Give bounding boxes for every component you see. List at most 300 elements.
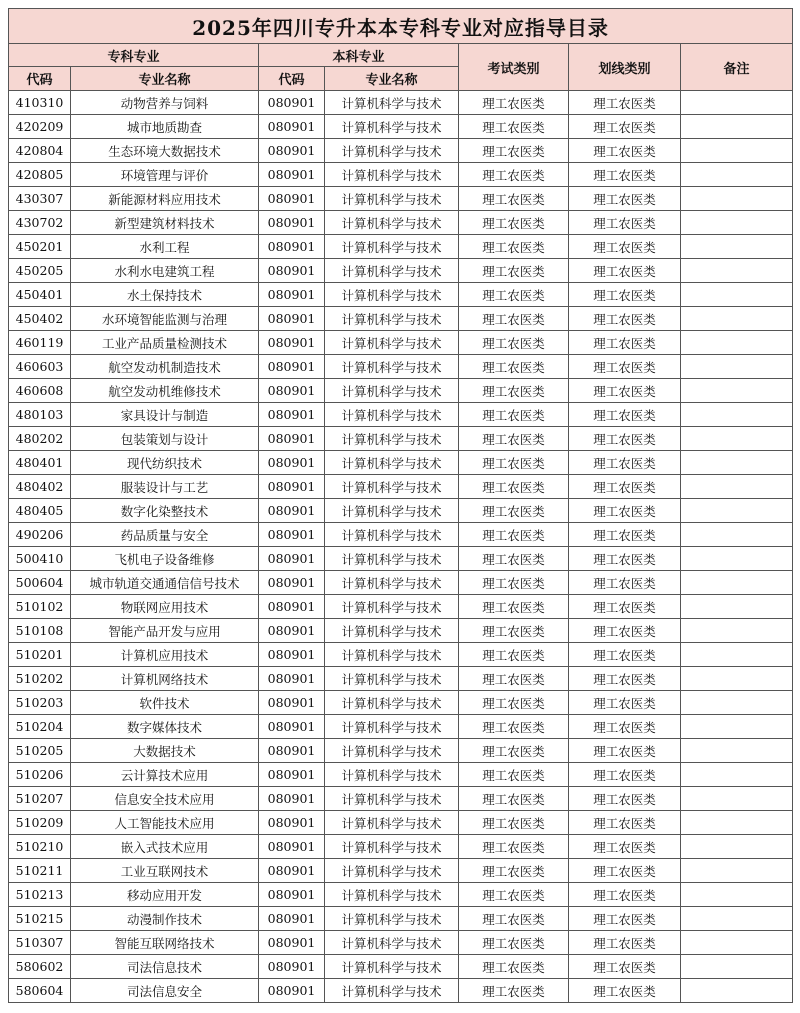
- benke-code-cell: 080901: [259, 139, 325, 163]
- line-category-cell: 理工农医类: [569, 859, 681, 883]
- zhuanke-name-cell: 现代纺织技术: [71, 451, 259, 475]
- line-category-cell: 理工农医类: [569, 187, 681, 211]
- remarks-cell: [681, 571, 793, 595]
- line-category-cell: 理工农医类: [569, 931, 681, 955]
- zhuanke-code-cell: 510102: [9, 595, 71, 619]
- zhuanke-code-cell: 580604: [9, 979, 71, 1003]
- remarks-cell: [681, 307, 793, 331]
- zhuanke-code-cell: 450402: [9, 307, 71, 331]
- exam-category-cell: 理工农医类: [459, 163, 569, 187]
- benke-name-cell: 计算机科学与技术: [325, 691, 459, 715]
- zhuanke-name-header: 专业名称: [71, 67, 259, 91]
- table-row: [9, 811, 793, 835]
- zhuanke-code-cell: 510207: [9, 787, 71, 811]
- exam-category-cell: 理工农医类: [459, 643, 569, 667]
- remarks-cell: [681, 475, 793, 499]
- zhuanke-name-cell: 航空发动机维修技术: [71, 379, 259, 403]
- table-row: [9, 835, 793, 859]
- zhuanke-code-cell: 510201: [9, 643, 71, 667]
- exam-category-cell: 理工农医类: [459, 499, 569, 523]
- exam-category-cell: 理工农医类: [459, 955, 569, 979]
- exam-category-cell: 理工农医类: [459, 451, 569, 475]
- exam-category-cell: 理工农医类: [459, 859, 569, 883]
- zhuanke-code-cell: 510205: [9, 739, 71, 763]
- benke-name-cell: 计算机科学与技术: [325, 331, 459, 355]
- benke-name-cell: 计算机科学与技术: [325, 835, 459, 859]
- exam-category-cell: 理工农医类: [459, 715, 569, 739]
- line-category-cell: 理工农医类: [569, 355, 681, 379]
- zhuanke-code-cell: 480405: [9, 499, 71, 523]
- zhuanke-name-cell: 工业产品质量检测技术: [71, 331, 259, 355]
- remarks-cell: [681, 403, 793, 427]
- line-category-cell: 理工农医类: [569, 91, 681, 115]
- benke-name-cell: 计算机科学与技术: [325, 379, 459, 403]
- benke-name-cell: 计算机科学与技术: [325, 859, 459, 883]
- zhuanke-name-cell: 物联网应用技术: [71, 595, 259, 619]
- remarks-cell: [681, 979, 793, 1003]
- exam-category-cell: 理工农医类: [459, 979, 569, 1003]
- benke-name-cell: 计算机科学与技术: [325, 355, 459, 379]
- remarks-cell: [681, 259, 793, 283]
- zhuanke-code-cell: 460119: [9, 331, 71, 355]
- benke-code-cell: 080901: [259, 547, 325, 571]
- benke-name-cell: 计算机科学与技术: [325, 115, 459, 139]
- remarks-cell: [681, 379, 793, 403]
- line-category-cell: 理工农医类: [569, 475, 681, 499]
- line-category-cell: 理工农医类: [569, 643, 681, 667]
- exam-category-cell: 理工农医类: [459, 931, 569, 955]
- benke-name-cell: 计算机科学与技术: [325, 955, 459, 979]
- exam-category-cell: 理工农医类: [459, 547, 569, 571]
- zhuanke-name-cell: 水环境智能监测与治理: [71, 307, 259, 331]
- table-row: [9, 643, 793, 667]
- benke-code-cell: 080901: [259, 523, 325, 547]
- benke-name-cell: 计算机科学与技术: [325, 667, 459, 691]
- zhuanke-name-cell: 生态环境大数据技术: [71, 139, 259, 163]
- exam-category-cell: 理工农医类: [459, 259, 569, 283]
- benke-code-cell: 080901: [259, 331, 325, 355]
- benke-name-cell: 计算机科学与技术: [325, 643, 459, 667]
- exam-category-cell: 理工农医类: [459, 427, 569, 451]
- zhuanke-code-cell: 420805: [9, 163, 71, 187]
- zhuanke-name-cell: 水利水电建筑工程: [71, 259, 259, 283]
- table-row: [9, 331, 793, 355]
- exam-category-cell: 理工农医类: [459, 787, 569, 811]
- zhuanke-code-cell: 490206: [9, 523, 71, 547]
- zhuanke-code-cell: 430702: [9, 211, 71, 235]
- zhuanke-name-cell: 工业互联网技术: [71, 859, 259, 883]
- exam-category-cell: 理工农医类: [459, 667, 569, 691]
- benke-name-cell: 计算机科学与技术: [325, 931, 459, 955]
- exam-category-cell: 理工农医类: [459, 307, 569, 331]
- zhuanke-name-cell: 数字媒体技术: [71, 715, 259, 739]
- line-category-cell: 理工农医类: [569, 835, 681, 859]
- line-category-cell: 理工农医类: [569, 403, 681, 427]
- remarks-cell: [681, 595, 793, 619]
- exam-category-cell: 理工农医类: [459, 355, 569, 379]
- zhuanke-code-cell: 430307: [9, 187, 71, 211]
- table-row: [9, 235, 793, 259]
- zhuanke-name-cell: 水利工程: [71, 235, 259, 259]
- table-row: [9, 571, 793, 595]
- zhuanke-name-cell: 数字化染整技术: [71, 499, 259, 523]
- benke-code-cell: 080901: [259, 571, 325, 595]
- remarks-cell: [681, 211, 793, 235]
- benke-code-cell: 080901: [259, 883, 325, 907]
- table-row: [9, 187, 793, 211]
- zhuanke-name-cell: 家具设计与制造: [71, 403, 259, 427]
- benke-code-cell: 080901: [259, 691, 325, 715]
- line-category-cell: 理工农医类: [569, 955, 681, 979]
- table-row: [9, 163, 793, 187]
- zhuanke-name-cell: 移动应用开发: [71, 883, 259, 907]
- exam-category-cell: 理工农医类: [459, 211, 569, 235]
- zhuanke-code-cell: 510210: [9, 835, 71, 859]
- exam-category-cell: 理工农医类: [459, 571, 569, 595]
- line-category-cell: 理工农医类: [569, 235, 681, 259]
- remarks-cell: [681, 139, 793, 163]
- line-category-cell: 理工农医类: [569, 331, 681, 355]
- table-row: [9, 667, 793, 691]
- table-row: [9, 499, 793, 523]
- remarks-cell: [681, 523, 793, 547]
- remarks-cell: [681, 859, 793, 883]
- table-row: [9, 907, 793, 931]
- zhuanke-code-cell: 510203: [9, 691, 71, 715]
- line-category-cell: 理工农医类: [569, 979, 681, 1003]
- zhuanke-name-cell: 司法信息安全: [71, 979, 259, 1003]
- benke-name-header: 专业名称: [325, 67, 459, 91]
- zhuanke-code-cell: 480103: [9, 403, 71, 427]
- zhuanke-code-cell: 510211: [9, 859, 71, 883]
- table-row: [9, 979, 793, 1003]
- exam-category-cell: 理工农医类: [459, 883, 569, 907]
- zhuanke-code-cell: 480401: [9, 451, 71, 475]
- exam-category-cell: 理工农医类: [459, 835, 569, 859]
- table-row: [9, 931, 793, 955]
- zhuanke-code-cell: 510108: [9, 619, 71, 643]
- line-category-cell: 理工农医类: [569, 139, 681, 163]
- line-category-cell: 理工农医类: [569, 211, 681, 235]
- line-category-cell: 理工农医类: [569, 595, 681, 619]
- benke-name-cell: 计算机科学与技术: [325, 619, 459, 643]
- line-category-cell: 理工农医类: [569, 811, 681, 835]
- line-category-cell: 理工农医类: [569, 715, 681, 739]
- zhuanke-name-cell: 大数据技术: [71, 739, 259, 763]
- zhuanke-code-cell: 510204: [9, 715, 71, 739]
- remarks-cell: [681, 739, 793, 763]
- zhuanke-code-cell: 480402: [9, 475, 71, 499]
- zhuanke-code-cell: 500410: [9, 547, 71, 571]
- remarks-cell: [681, 499, 793, 523]
- benke-name-cell: 计算机科学与技术: [325, 475, 459, 499]
- zhuanke-name-cell: 嵌入式技术应用: [71, 835, 259, 859]
- benke-name-cell: 计算机科学与技术: [325, 499, 459, 523]
- benke-code-cell: 080901: [259, 643, 325, 667]
- benke-code-cell: 080901: [259, 307, 325, 331]
- benke-name-cell: 计算机科学与技术: [325, 715, 459, 739]
- zhuanke-code-cell: 450205: [9, 259, 71, 283]
- zhuanke-name-cell: 城市轨道交通通信信号技术: [71, 571, 259, 595]
- line-category-cell: 理工农医类: [569, 667, 681, 691]
- benke-code-cell: 080901: [259, 739, 325, 763]
- exam-category-cell: 理工农医类: [459, 523, 569, 547]
- benke-code-cell: 080901: [259, 259, 325, 283]
- remarks-cell: [681, 955, 793, 979]
- benke-group-header: 本科专业: [259, 44, 459, 67]
- line-category-cell: 理工农医类: [569, 379, 681, 403]
- benke-code-cell: 080901: [259, 787, 325, 811]
- table-row: [9, 955, 793, 979]
- zhuanke-code-cell: 510307: [9, 931, 71, 955]
- benke-name-cell: 计算机科学与技术: [325, 907, 459, 931]
- zhuanke-name-cell: 包装策划与设计: [71, 427, 259, 451]
- table-row: [9, 619, 793, 643]
- zhuanke-name-cell: 司法信息技术: [71, 955, 259, 979]
- remarks-cell: [681, 451, 793, 475]
- table-row: [9, 859, 793, 883]
- benke-code-cell: 080901: [259, 595, 325, 619]
- benke-code-cell: 080901: [259, 907, 325, 931]
- zhuanke-code-cell: 420804: [9, 139, 71, 163]
- line-category-cell: 理工农医类: [569, 691, 681, 715]
- exam-category-cell: 理工农医类: [459, 739, 569, 763]
- zhuanke-code-cell: 480202: [9, 427, 71, 451]
- benke-name-cell: 计算机科学与技术: [325, 403, 459, 427]
- zhuanke-code-cell: 450401: [9, 283, 71, 307]
- remarks-cell: [681, 619, 793, 643]
- zhuanke-code-cell: 580602: [9, 955, 71, 979]
- remarks-cell: [681, 907, 793, 931]
- benke-name-cell: 计算机科学与技术: [325, 811, 459, 835]
- table-row: [9, 283, 793, 307]
- remarks-header: 备注: [681, 44, 793, 91]
- zhuanke-code-cell: 460608: [9, 379, 71, 403]
- zhuanke-code-cell: 460603: [9, 355, 71, 379]
- exam-category-cell: 理工农医类: [459, 403, 569, 427]
- line-category-cell: 理工农医类: [569, 427, 681, 451]
- table-row: [9, 91, 793, 115]
- table-row: [9, 691, 793, 715]
- zhuanke-name-cell: 动漫制作技术: [71, 907, 259, 931]
- remarks-cell: [681, 787, 793, 811]
- benke-name-cell: 计算机科学与技术: [325, 91, 459, 115]
- benke-name-cell: 计算机科学与技术: [325, 235, 459, 259]
- table-row: [9, 115, 793, 139]
- zhuanke-code-cell: 510215: [9, 907, 71, 931]
- remarks-cell: [681, 235, 793, 259]
- benke-code-cell: 080901: [259, 403, 325, 427]
- benke-name-cell: 计算机科学与技术: [325, 523, 459, 547]
- table-row: [9, 739, 793, 763]
- table-row: [9, 763, 793, 787]
- exam-category-cell: 理工农医类: [459, 475, 569, 499]
- exam-category-cell: 理工农医类: [459, 595, 569, 619]
- zhuanke-name-cell: 新型建筑材料技术: [71, 211, 259, 235]
- benke-name-cell: 计算机科学与技术: [325, 427, 459, 451]
- line-category-cell: 理工农医类: [569, 163, 681, 187]
- table-row: [9, 787, 793, 811]
- exam-category-cell: 理工农医类: [459, 139, 569, 163]
- exam-category-cell: 理工农医类: [459, 811, 569, 835]
- table-row: [9, 547, 793, 571]
- zhuanke-code-cell: 510209: [9, 811, 71, 835]
- table-row: [9, 259, 793, 283]
- benke-code-cell: 080901: [259, 835, 325, 859]
- zhuanke-name-cell: 服装设计与工艺: [71, 475, 259, 499]
- line-category-cell: 理工农医类: [569, 571, 681, 595]
- table-body: [9, 91, 793, 1003]
- benke-code-cell: 080901: [259, 715, 325, 739]
- line-category-cell: 理工农医类: [569, 787, 681, 811]
- remarks-cell: [681, 115, 793, 139]
- benke-code-cell: 080901: [259, 115, 325, 139]
- benke-code-cell: 080901: [259, 811, 325, 835]
- remarks-cell: [681, 811, 793, 835]
- line-category-cell: 理工农医类: [569, 307, 681, 331]
- remarks-cell: [681, 283, 793, 307]
- benke-code-cell: 080901: [259, 91, 325, 115]
- table-row: [9, 211, 793, 235]
- remarks-cell: [681, 163, 793, 187]
- exam-category-cell: 理工农医类: [459, 691, 569, 715]
- exam-category-cell: 理工农医类: [459, 235, 569, 259]
- exam-category-cell: 理工农医类: [459, 187, 569, 211]
- benke-name-cell: 计算机科学与技术: [325, 763, 459, 787]
- remarks-cell: [681, 643, 793, 667]
- line-category-cell: 理工农医类: [569, 499, 681, 523]
- benke-code-cell: 080901: [259, 283, 325, 307]
- benke-code-cell: 080901: [259, 763, 325, 787]
- zhuanke-group-header: 专科专业: [9, 44, 259, 67]
- zhuanke-name-cell: 飞机电子设备维修: [71, 547, 259, 571]
- benke-code-cell: 080901: [259, 955, 325, 979]
- zhuanke-code-cell: 510213: [9, 883, 71, 907]
- benke-code-cell: 080901: [259, 379, 325, 403]
- table-title: 2025年四川专升本本专科专业对应指导目录: [9, 9, 793, 44]
- zhuanke-code-header: 代码: [9, 67, 71, 91]
- zhuanke-name-cell: 动物营养与饲料: [71, 91, 259, 115]
- line-category-cell: 理工农医类: [569, 907, 681, 931]
- benke-code-cell: 080901: [259, 451, 325, 475]
- remarks-cell: [681, 427, 793, 451]
- line-category-cell: 理工农医类: [569, 115, 681, 139]
- remarks-cell: [681, 715, 793, 739]
- exam-category-cell: 理工农医类: [459, 907, 569, 931]
- table-row: [9, 139, 793, 163]
- benke-name-cell: 计算机科学与技术: [325, 163, 459, 187]
- benke-code-cell: 080901: [259, 163, 325, 187]
- zhuanke-name-cell: 城市地质勘查: [71, 115, 259, 139]
- exam-category-cell: 理工农医类: [459, 379, 569, 403]
- benke-name-cell: 计算机科学与技术: [325, 787, 459, 811]
- benke-code-cell: 080901: [259, 355, 325, 379]
- zhuanke-name-cell: 智能互联网络技术: [71, 931, 259, 955]
- remarks-cell: [681, 691, 793, 715]
- benke-name-cell: 计算机科学与技术: [325, 595, 459, 619]
- zhuanke-name-cell: 云计算技术应用: [71, 763, 259, 787]
- exam-category-cell: 理工农医类: [459, 115, 569, 139]
- line-category-cell: 理工农医类: [569, 283, 681, 307]
- major-mapping-table: [8, 8, 793, 1003]
- benke-name-cell: 计算机科学与技术: [325, 739, 459, 763]
- benke-code-cell: 080901: [259, 619, 325, 643]
- table-row: [9, 307, 793, 331]
- line-category-cell: 理工农医类: [569, 763, 681, 787]
- benke-code-cell: 080901: [259, 931, 325, 955]
- benke-name-cell: 计算机科学与技术: [325, 283, 459, 307]
- zhuanke-name-cell: 人工智能技术应用: [71, 811, 259, 835]
- remarks-cell: [681, 763, 793, 787]
- table-row: [9, 523, 793, 547]
- remarks-cell: [681, 883, 793, 907]
- table-row: [9, 451, 793, 475]
- benke-code-cell: 080901: [259, 499, 325, 523]
- line-category-header: 划线类别: [569, 44, 681, 91]
- remarks-cell: [681, 547, 793, 571]
- zhuanke-name-cell: 环境管理与评价: [71, 163, 259, 187]
- zhuanke-name-cell: 药品质量与安全: [71, 523, 259, 547]
- benke-code-cell: 080901: [259, 427, 325, 451]
- benke-name-cell: 计算机科学与技术: [325, 187, 459, 211]
- remarks-cell: [681, 931, 793, 955]
- zhuanke-code-cell: 450201: [9, 235, 71, 259]
- remarks-cell: [681, 667, 793, 691]
- benke-name-cell: 计算机科学与技术: [325, 307, 459, 331]
- remarks-cell: [681, 187, 793, 211]
- benke-name-cell: 计算机科学与技术: [325, 979, 459, 1003]
- remarks-cell: [681, 91, 793, 115]
- benke-code-cell: 080901: [259, 235, 325, 259]
- zhuanke-name-cell: 软件技术: [71, 691, 259, 715]
- remarks-cell: [681, 835, 793, 859]
- zhuanke-name-cell: 新能源材料应用技术: [71, 187, 259, 211]
- benke-name-cell: 计算机科学与技术: [325, 451, 459, 475]
- line-category-cell: 理工农医类: [569, 259, 681, 283]
- benke-code-cell: 080901: [259, 979, 325, 1003]
- exam-category-cell: 理工农医类: [459, 331, 569, 355]
- benke-name-cell: 计算机科学与技术: [325, 211, 459, 235]
- benke-code-cell: 080901: [259, 859, 325, 883]
- table-row: [9, 379, 793, 403]
- line-category-cell: 理工农医类: [569, 451, 681, 475]
- exam-category-cell: 理工农医类: [459, 283, 569, 307]
- zhuanke-name-cell: 计算机网络技术: [71, 667, 259, 691]
- zhuanke-code-cell: 510202: [9, 667, 71, 691]
- benke-code-cell: 080901: [259, 187, 325, 211]
- benke-name-cell: 计算机科学与技术: [325, 883, 459, 907]
- table-row: [9, 355, 793, 379]
- zhuanke-name-cell: 水土保持技术: [71, 283, 259, 307]
- table-row: [9, 595, 793, 619]
- exam-category-cell: 理工农医类: [459, 763, 569, 787]
- line-category-cell: 理工农医类: [569, 619, 681, 643]
- table-row: [9, 715, 793, 739]
- benke-name-cell: 计算机科学与技术: [325, 571, 459, 595]
- zhuanke-name-cell: 智能产品开发与应用: [71, 619, 259, 643]
- benke-code-cell: 080901: [259, 211, 325, 235]
- table-row: [9, 403, 793, 427]
- table-row: [9, 475, 793, 499]
- remarks-cell: [681, 331, 793, 355]
- exam-category-cell: 理工农医类: [459, 619, 569, 643]
- line-category-cell: 理工农医类: [569, 523, 681, 547]
- line-category-cell: 理工农医类: [569, 739, 681, 763]
- benke-code-cell: 080901: [259, 667, 325, 691]
- line-category-cell: 理工农医类: [569, 547, 681, 571]
- benke-name-cell: 计算机科学与技术: [325, 139, 459, 163]
- exam-category-cell: 理工农医类: [459, 91, 569, 115]
